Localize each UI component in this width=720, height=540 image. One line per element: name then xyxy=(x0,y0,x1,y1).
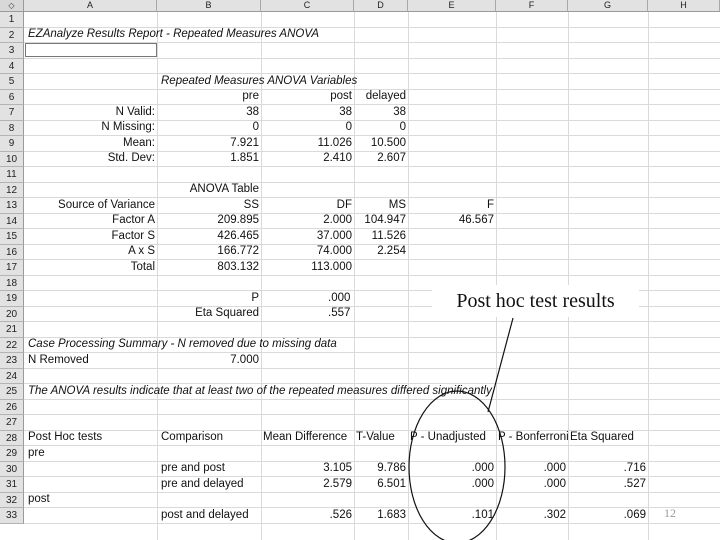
diamond-arrows-icon: ◇ xyxy=(8,1,15,10)
row-header[interactable]: 22 xyxy=(0,338,24,354)
anova-row-label: Factor S xyxy=(111,229,155,242)
p-unadjusted: .000 xyxy=(471,477,494,490)
conclusion-text: The ANOVA results indicate that at least two of the repeated measures differed significantly xyxy=(28,384,492,397)
n-removed-label: N Removed xyxy=(28,353,89,366)
anova-ss: 209.895 xyxy=(217,214,259,226)
row-header[interactable]: 6 xyxy=(0,90,24,106)
p-label: P xyxy=(251,291,259,304)
mean-diff: .526 xyxy=(329,508,352,521)
row-header[interactable]: 33 xyxy=(0,508,24,524)
row-header[interactable]: 4 xyxy=(0,59,24,75)
mean-diff: 2.579 xyxy=(323,477,352,490)
column-header-a[interactable]: A xyxy=(24,0,157,12)
p-bonferroni: .302 xyxy=(543,508,566,521)
desc-label: Mean: xyxy=(123,136,155,149)
eta-squared: .069 xyxy=(623,508,646,521)
desc-value: 0 xyxy=(345,121,352,133)
desc-label: Std. Dev: xyxy=(107,152,155,164)
posthoc-header: Post Hoc tests xyxy=(28,431,103,443)
anova-df: 74.000 xyxy=(316,245,352,257)
anova-ss: 426.465 xyxy=(217,229,259,242)
row-header[interactable]: 20 xyxy=(0,307,24,323)
variables-heading: Repeated Measures ANOVA Variables xyxy=(161,74,358,87)
desc-label: N Missing: xyxy=(101,121,155,133)
comparison: post and delayed xyxy=(161,508,249,521)
callout-label: Post hoc test results xyxy=(432,285,639,317)
anova-ss: 803.132 xyxy=(217,260,259,273)
column-header-h[interactable]: H xyxy=(648,0,720,12)
column-header-e[interactable]: E xyxy=(408,0,496,12)
desc-value: 11.026 xyxy=(317,136,352,149)
row-header[interactable]: 17 xyxy=(0,260,24,276)
anova-ss-header: SS xyxy=(243,198,259,211)
row-header[interactable]: 5 xyxy=(0,74,24,90)
column-header-b[interactable]: B xyxy=(157,0,261,12)
row-header[interactable]: 9 xyxy=(0,136,24,152)
row-header[interactable]: 26 xyxy=(0,400,24,416)
row-header[interactable]: 14 xyxy=(0,214,24,230)
var-header-delayed: delayed xyxy=(365,90,406,102)
group-pre: pre xyxy=(28,446,45,459)
eta-label: Eta Squared xyxy=(195,307,259,319)
anova-ss: 166.772 xyxy=(217,245,259,257)
comparison: pre and delayed xyxy=(161,477,244,490)
callout-pointer-line xyxy=(488,318,513,412)
eta-squared: .527 xyxy=(623,477,646,490)
row-header[interactable]: 11 xyxy=(0,167,24,183)
row-header[interactable]: 15 xyxy=(0,229,24,245)
anova-ms-header: MS xyxy=(388,198,406,211)
mean-diff: 3.105 xyxy=(323,462,352,474)
anova-row-label: Total xyxy=(130,260,155,273)
var-header-pre: pre xyxy=(242,90,259,102)
row-header[interactable]: 12 xyxy=(0,183,24,199)
row-header[interactable]: 7 xyxy=(0,105,24,121)
anova-df: 37.000 xyxy=(316,229,352,242)
anova-df: 2.000 xyxy=(323,214,352,226)
desc-value: 38 xyxy=(246,105,259,118)
report-title: EZAnalyze Results Report - Repeated Measures ANOVA xyxy=(28,28,320,40)
page-number: 12 xyxy=(664,506,676,520)
posthoc-header: Eta Squared xyxy=(570,431,634,443)
posthoc-header: Comparison xyxy=(161,431,223,443)
row-header[interactable]: 25 xyxy=(0,384,24,400)
row-header[interactable]: 10 xyxy=(0,152,24,168)
anova-ms: 2.254 xyxy=(377,245,406,257)
row-header[interactable]: 27 xyxy=(0,415,24,431)
posthoc-header: P - Bonferroni xyxy=(498,431,569,443)
desc-value: 0 xyxy=(399,121,406,133)
p-unadjusted: .101 xyxy=(471,508,494,521)
anova-f: 46.567 xyxy=(458,214,494,226)
row-header[interactable]: 18 xyxy=(0,276,24,292)
anova-ms: 11.526 xyxy=(371,229,406,242)
desc-value: 1.851 xyxy=(230,152,259,164)
desc-value: 38 xyxy=(393,105,406,118)
eta-value: .557 xyxy=(328,307,351,319)
var-header-post: post xyxy=(330,90,352,102)
t-value: 6.501 xyxy=(377,477,406,490)
column-header-g[interactable]: G xyxy=(568,0,648,12)
row-header[interactable]: 21 xyxy=(0,322,24,338)
anova-df-header: DF xyxy=(336,198,352,211)
t-value: 9.786 xyxy=(377,462,406,474)
comparison: pre and post xyxy=(161,462,225,474)
group-post: post xyxy=(28,493,50,505)
posthoc-header: T-Value xyxy=(356,431,395,443)
row-header[interactable]: 8 xyxy=(0,121,24,137)
highlight-ellipse xyxy=(409,391,505,540)
desc-value: 2.410 xyxy=(323,152,352,164)
column-header-c[interactable]: C xyxy=(261,0,354,12)
column-header-f[interactable]: F xyxy=(496,0,568,12)
column-header-d[interactable]: D xyxy=(354,0,408,12)
row-header[interactable]: 30 xyxy=(0,462,24,478)
anova-row-label: Factor A xyxy=(112,214,155,226)
case-summary: Case Processing Summary - N removed due to missing data xyxy=(28,338,337,350)
desc-value: 2.607 xyxy=(377,152,406,164)
p-bonferroni: .000 xyxy=(543,462,566,474)
row-header[interactable]: 28 xyxy=(0,431,24,447)
desc-value: 10.500 xyxy=(370,136,406,149)
row-header[interactable]: 31 xyxy=(0,477,24,493)
anova-source-header: Source of Variance xyxy=(58,198,155,211)
row-header[interactable]: 16 xyxy=(0,245,24,261)
row-header[interactable]: 1 xyxy=(0,12,24,28)
row-header[interactable]: 13 xyxy=(0,198,24,214)
p-unadjusted: .000 xyxy=(471,462,494,474)
desc-label: N Valid: xyxy=(115,105,155,118)
t-value: 1.683 xyxy=(377,508,406,521)
p-value: .000 xyxy=(328,291,351,304)
row-header[interactable]: 29 xyxy=(0,446,24,462)
p-bonferroni: .000 xyxy=(543,477,566,490)
row-header[interactable]: 3 xyxy=(0,43,24,59)
row-header[interactable]: 32 xyxy=(0,493,24,509)
row-header[interactable]: 24 xyxy=(0,369,24,385)
eta-squared: .716 xyxy=(623,462,646,474)
desc-value: 7.921 xyxy=(230,136,259,149)
anova-heading: ANOVA Table xyxy=(189,183,259,195)
row-header[interactable]: 19 xyxy=(0,291,24,307)
anova-df: 113.000 xyxy=(311,260,352,273)
n-removed-value: 7.000 xyxy=(230,353,259,366)
anova-ms: 104.947 xyxy=(364,214,406,226)
desc-value: 0 xyxy=(252,121,259,133)
row-header[interactable]: 23 xyxy=(0,353,24,369)
anova-f-header: F xyxy=(486,198,494,211)
posthoc-header: Mean Difference xyxy=(263,431,348,443)
anova-row-label: A x S xyxy=(128,245,155,257)
posthoc-header: P - Unadjusted xyxy=(410,431,486,443)
desc-value: 38 xyxy=(339,105,352,118)
row-header[interactable]: 2 xyxy=(0,28,24,44)
